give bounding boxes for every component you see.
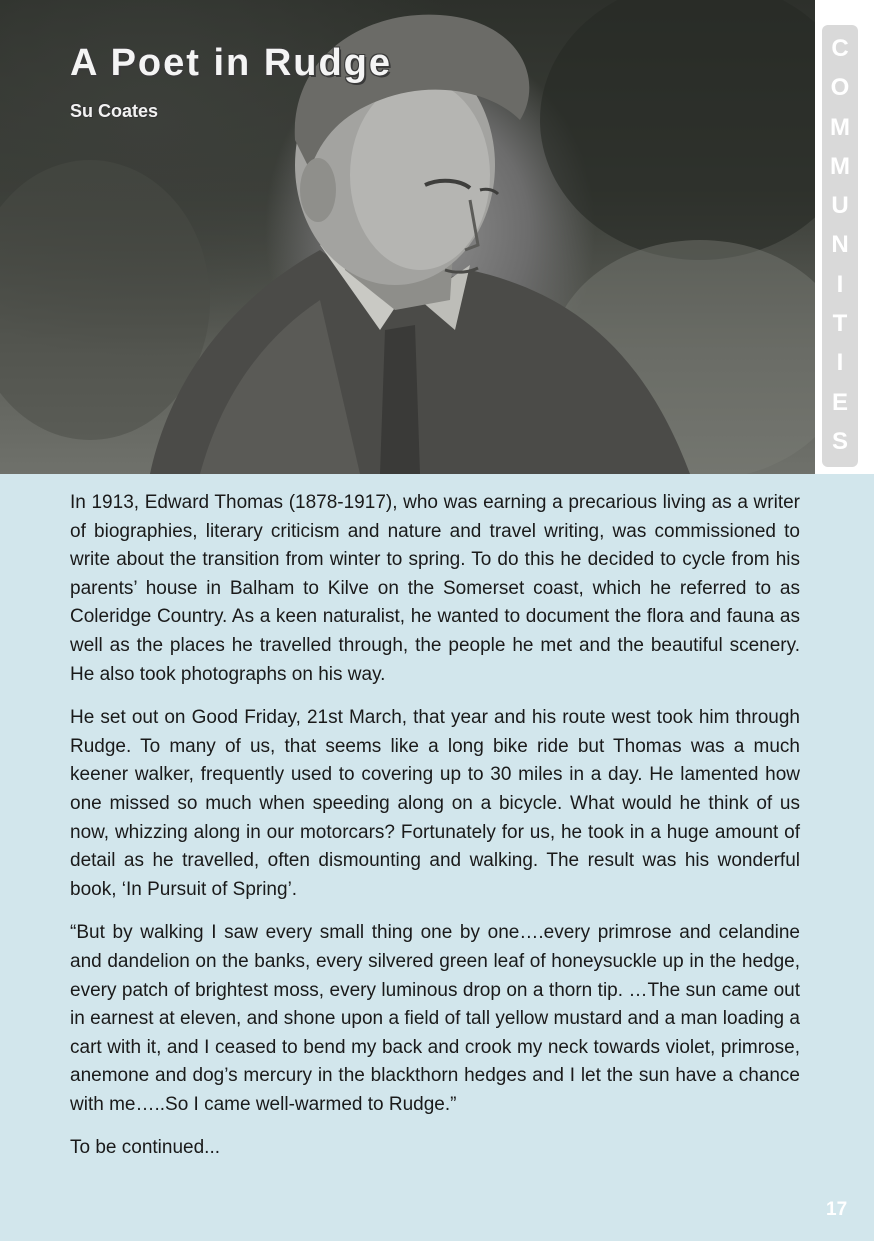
section-label-communities [822, 25, 858, 467]
article-paragraph: He set out on Good Friday, 21st March, that year and his route west took him through Rudge. To many of us, that seems like a long bike ride but Thomas was a much keener walker, frequently used to covering up to 30 miles in a day. He lamented how one missed so much when speeding along on a bicycle. What would he think of us now, whizzing along in our motorcars? Fortunately for us, he took in a huge amount of detail as he travelled, often dismounting and walking. The result was his wonderful book, ‘In Pursuit of Spring’. [70, 707, 800, 900]
article-title: A Poet in Rudge [70, 42, 393, 84]
portrait-photo [0, 0, 815, 474]
section-letter: I [836, 349, 844, 377]
section-letter: S [831, 427, 848, 455]
article-paragraph: In 1913, Edward Thomas (1878-1917), who was earning a precarious living as a writer of biographies, literary criticism and nature and travel writing, was commissioned to write about the transition from winter to spring. To do this he decided to cycle from his parents’ house in Balham to Kilve on the Somerset coast, which he referred to as Coleridge Country. As a keen naturalist, he wanted to document the flora and fauna as well as the places he travelled through, the people he met and the beautiful scenery. He also took photographs on his way. [70, 492, 800, 685]
section-letter: C [831, 35, 849, 62]
article-body [70, 489, 800, 1178]
article-author: Su Coates [70, 101, 159, 121]
section-letter: O [830, 74, 850, 102]
section-letter: U [831, 192, 849, 220]
to-be-continued: To be continued... [70, 1137, 220, 1159]
article-quote-paragraph: “But by walking I saw every small thing one by one….every primrose and celandine and dandelion on the banks, every silvered green leaf of honeysuckle up in the hedge, every patch of brightest moss, every luminous drop on a thorn tip. …The sun came out in earnest at eleven, and shone upon a field of tall yellow mustard and a man loading a cart with it, and I ceased to bend my back and crook my neck towards violet, primrose, anemone and dog’s mercury in the blackthorn hedges and I let the sun have a chance with me…..So I came well-warmed to Rudge.” [70, 922, 800, 1115]
section-letter: T [832, 310, 848, 338]
section-letter: M [830, 113, 850, 141]
section-letter: E [831, 388, 848, 416]
section-letter: I [836, 270, 844, 298]
section-letter: M [830, 152, 850, 180]
page-number: 17 [826, 1199, 848, 1220]
section-letter: N [831, 231, 849, 259]
